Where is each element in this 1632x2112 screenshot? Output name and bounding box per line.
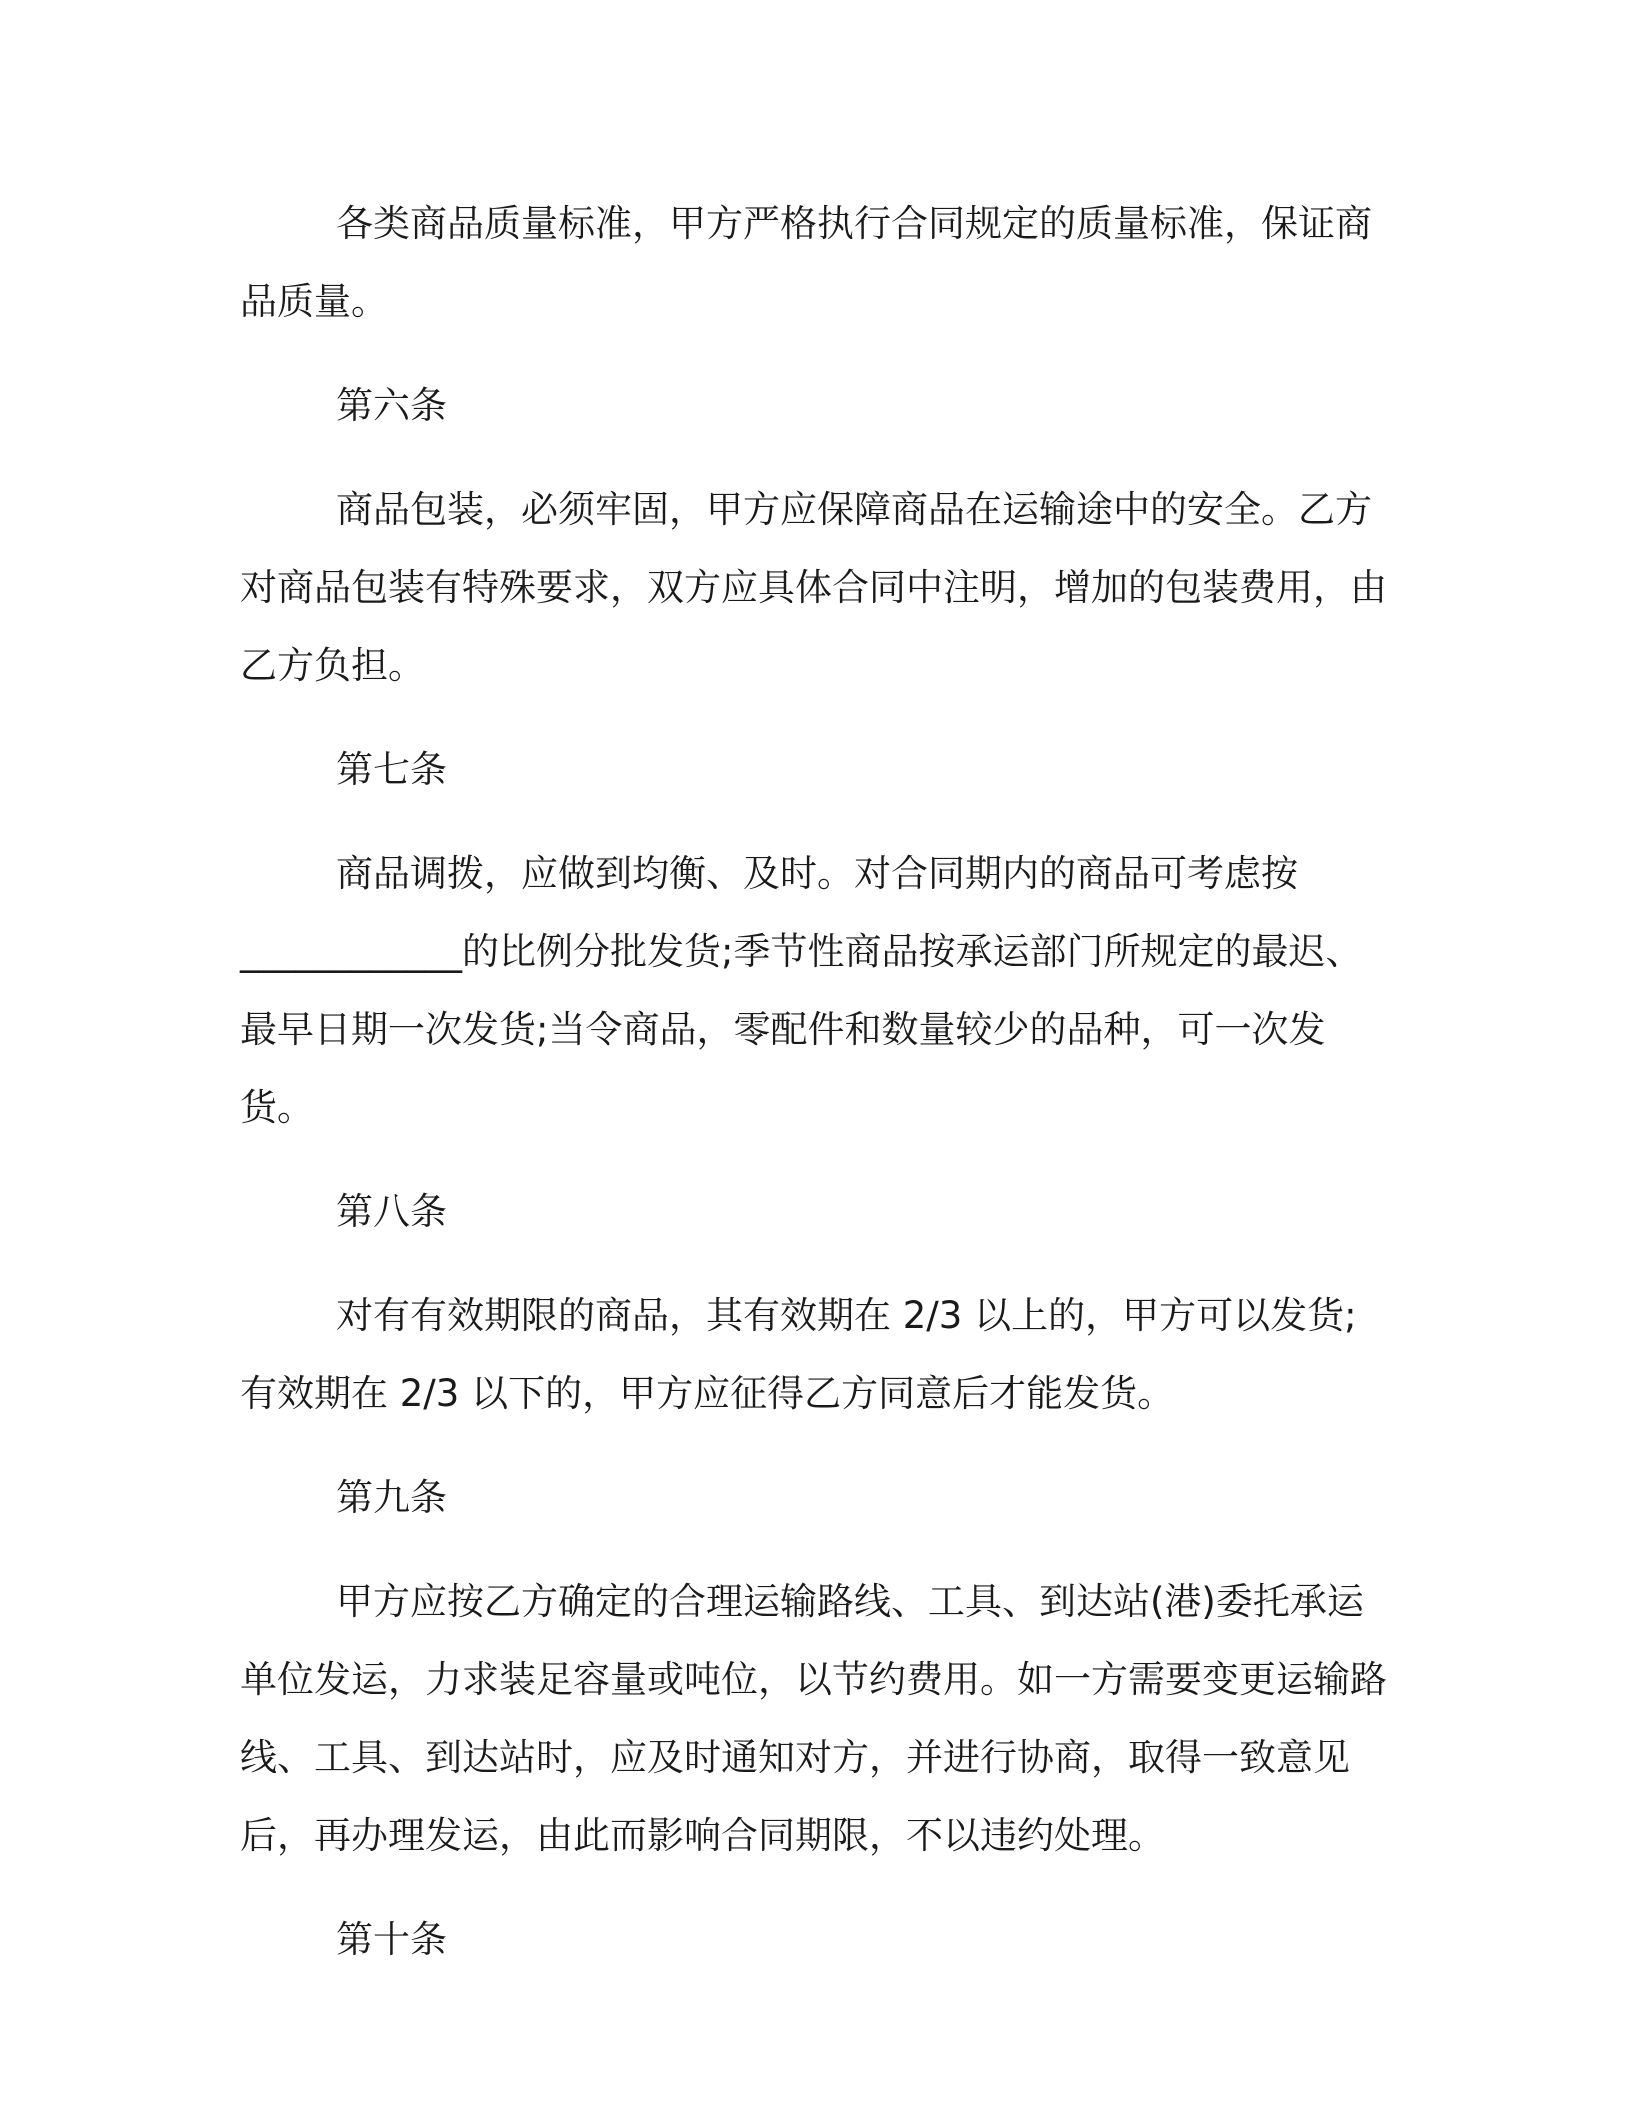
article-heading-10: 第十条 <box>336 1918 447 1961</box>
spacer <box>240 1147 1390 1173</box>
article-heading-6: 第六条 <box>336 384 447 427</box>
spacer <box>240 1537 1390 1563</box>
paragraph-packaging: 商品包装，必须牢固，甲方应保障商品在运输途中的安全。乙方对商品包装有特殊要求，双方应具体合同中注明，增加的包装费用，由乙方负担。 <box>240 488 1387 687</box>
document-body <box>240 185 1390 1979</box>
spacer <box>240 1433 1390 1459</box>
paragraph-transport: 甲方应按乙方确定的合理运输路线、工具、到达站(港)委托承运单位发运，力求装足容量或吨位，以节约费用。如一方需要变更运输路线、工具、到达站时，应及时通知对方，并进行协商，取得一致意见后，再办理发运，由此而影响合同期限，不以违约处理。 <box>240 1580 1387 1857</box>
spacer <box>240 341 1390 367</box>
paragraph-allocation: 商品调拨，应做到均衡、及时。对合同期内的商品可考虑按____________的比例分批发货;季节性商品按承运部门所规定的最迟、最早日期一次发货;当令商品，零配件和数量较少的品种，可一次发货。 <box>240 852 1363 1129</box>
article-heading-9: 第九条 <box>336 1476 447 1519</box>
spacer <box>240 705 1390 731</box>
paragraph-validity-period: 对有有效期限的商品，其有效期在 2/3 以上的，甲方可以发货;有效期在 2/3 以下的，甲方应征得乙方同意后才能发货。 <box>240 1294 1357 1415</box>
spacer <box>240 1251 1390 1277</box>
paragraph-quality-standard: 各类商品质量标准，甲方严格执行合同规定的质量标准，保证商品质量。 <box>240 202 1372 323</box>
spacer <box>240 809 1390 835</box>
article-heading-7: 第七条 <box>336 748 447 791</box>
spacer <box>240 1875 1390 1901</box>
spacer <box>240 445 1390 471</box>
article-heading-8: 第八条 <box>336 1190 447 1233</box>
